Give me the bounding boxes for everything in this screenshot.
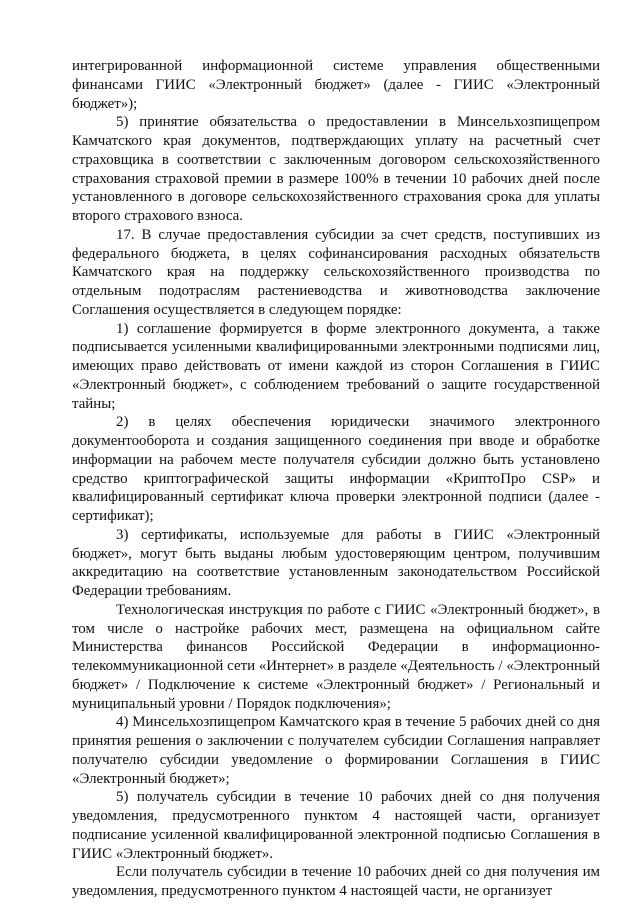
paragraph-technical-instruction: Технологическая инструкция по работе с ГИИС «Электронный бюджет», в том числе о настройке рабочих мест, размещена на официальном сайте Министерства финансов Российской Федерации в информационно-телекоммуникационной сети «Интернет» в разделе «Деятельность / «Электронный бюджет» / Подключение к системе «Электронный бюджет» / Региональный и муниципальный уровни / Порядок подключения»; [72,601,600,712]
paragraph-item-2-crypto-protection: 2) в целях обеспечения юридически значимого электронного документооборота и создания защищенного соединения при вводе и обработке информации на рабочем месте получателя субсидии должно быть установлено средство криптографической защиты информации «КриптоПро CSP» и квалифицированный сертификат ключа проверки электронной подписи (далее - сертификат); [72,414,600,524]
paragraph-item-1-agreement-form: 1) соглашение формируется в форме электронного документа, а также подписывается усиленными квалифицированными электронными подписями лиц, имеющих право действовать от имени каждой из сторон Соглашения в ГИИС «Электронный бюджет», с соблюдением требований о защите государственной тайны; [72,320,600,412]
paragraph-item-5-insurance-payment: 5) принятие обязательства о предоставлении в Минсельхозпищепром Камчатского края документов, подтверждающих уплату на расчетный счет страховщика в соответствии с заключенным договором сельскохозяйственного страхования страховой премии в размере 100% в течении 10 рабочих дней после установленного в договоре сельскохозяйственного страхования срока для уплаты второго страхового взноса. [72,114,600,224]
paragraph-clause-17: 17. В случае предоставления субсидии за счет средств, поступивших из федерального бюджета, в целях софинансирования расходных обязательств Камчатского края на поддержку сельскохозяйственного производства по отдельным подотраслям растениеводства и животноводства заключение Соглашения осуществляется в следующем порядке: [72,226,600,318]
paragraph-item-3-certificates: 3) сертификаты, используемые для работы в ГИИС «Электронный бюджет», могут быть выданы любым удостоверяющим центром, получившим аккредитацию на соответствие установленным законодательством Российской Федерации требованиям. [72,526,600,599]
paragraph-failure-to-sign: Если получатель субсидии в течение 10 рабочих дней со дня получения им уведомления, предусмотренного пунктом 4 настоящей части, не организует [72,864,600,899]
paragraph-item-4-notification: 4) Минсельхозпищепром Камчатского края в течение 5 рабочих дней со дня принятия решения о заключении с получателем субсидии Соглашения направляет получателю субсидии уведомление о формировании Соглашения в ГИИС «Электронный бюджет»; [72,714,600,787]
paragraph-continuation: интегрированной информационной системе управления общественными финансами ГИИС «Электронный бюджет» (далее - ГИИС «Электронный бюджет»); [72,58,600,112]
paragraph-item-5-signing: 5) получатель субсидии в течение 10 рабочих дней со дня получения уведомления, предусмотренного пунктом 4 настоящей части, организует подписание усиленной квалифицированной электронной подписью Соглашения в ГИИС «Электронный бюджет». [72,789,600,862]
